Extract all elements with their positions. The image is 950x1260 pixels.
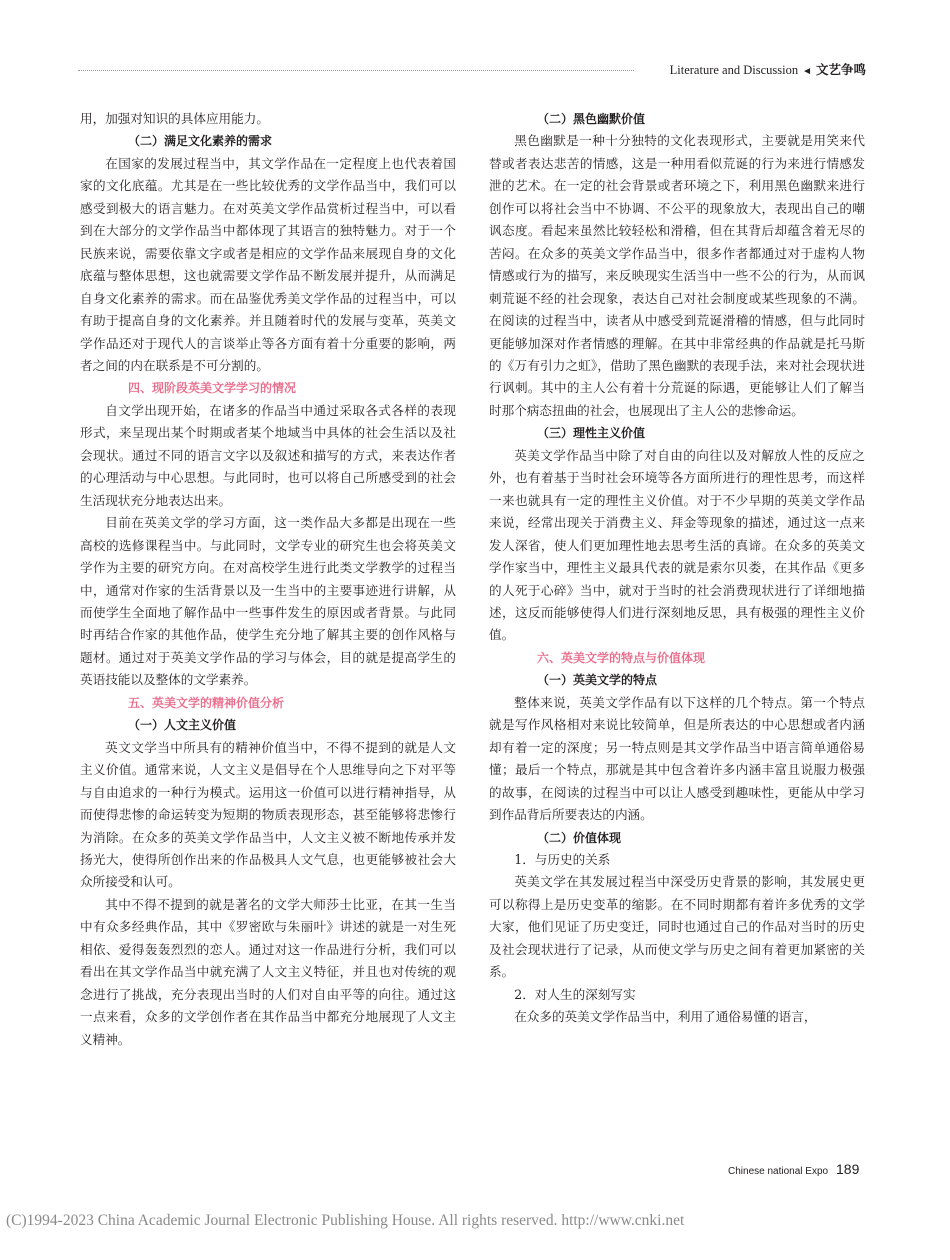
header-journal-title xyxy=(670,60,866,78)
body-paragraph: 英文文学当中所具有的精神价值当中，不得不提到的就是人文主义价值。通常来说，人文主义是倡导在个人思维导向之下对平等与自由追求的一种行为模式。运用这一价值可以进行精神指导，从而使得悲惨的命运转变为短期的物质表现形态，甚至能够将悲惨行为消除。在众多的英美文学作品当中，人文主义被不断地传承并发扬光大，使得所创作出来的作品极具人文气息，也更能够被社会大众所接受和认可。 xyxy=(80,739,456,890)
left-column xyxy=(80,108,456,1051)
copyright-notice: (C)1994-2023 China Academic Journal Electronic Publishing House. All rights reserved. http://www.cnki.net xyxy=(6,1212,685,1229)
body-paragraph: 用，加强对知识的具体应用能力。 xyxy=(80,111,269,126)
body-paragraph: 自文学出现开始，在诸多的作品当中通过采取各式各样的表现形式，来呈现出某个时期或者某个地域当中具体的社会生活以及社会现状。通过不同的语言文字以及叙述和描写的方式，来表达作者的心理活动与中心思想。与此同时，也可以将自己所感受到的社会生活现状充分地表达出来。 xyxy=(80,402,456,508)
header-journal-en: Literature and Discussion xyxy=(669,63,799,77)
right-column xyxy=(489,108,865,1029)
running-header xyxy=(78,58,866,80)
body-paragraph: 其中不得不提到的就是著名的文学大师莎士比亚，在其一生当中有众多经典作品，其中《罗密欧与朱丽叶》讲述的就是一对生死相依、爱得轰轰烈烈的恋人。通过对这一作品进行分析，我们可以看出在其文学作品当中就充满了人文主义特征，并且也对传统的观念进行了挑战，充分表现出当时的人们对自由平等的向往。通过这一点来看，众多的文学创作者在其作品当中都充分地展现了人文主义精神。 xyxy=(80,896,456,1047)
header-arrow-icon: ◄ xyxy=(802,66,812,77)
body-paragraph: 英美文学作品当中除了对自由的向往以及对解放人性的反应之外，也有着基于当时社会环境等各方面所进行的理性思考，而这样一来也就具有一定的理性主义价值。对于不少早期的英美文学作品来说，经常出现关于消费主义、拜金等现象的描述，通过这一点来发人深省，使人们更加理性地去思考生活的真谛。在众多的英美文学作家当中，理性主义最具代表的就是索尔贝娄，在其作品《更多的人死于心碎》当中，就对于当时的社会消费现状进行了详细地描述，这反而能够使得人们进行深刻地反思，具有极强的理性主义价值。 xyxy=(489,447,865,643)
body-paragraph: 在国家的发展过程当中，其文学作品在一定程度上也代表着国家的文化底蕴。尤其是在一些比较优秀的文学作品当中，我们可以感受到极大的语言魅力。在对英美文学作品赏析过程当中，可以看到在大部分的文学作品当中都体现了其语言的独特魅力。对于一个民族来说，需要依靠文字或者是相应的文学作品来展现自身的文化底蕴与整体思想，这也就需要文学作品不断发展并提升，从而满足自身文化素养的需求。而在品鉴优秀美文学作品的过程当中，可以有助于提高自身的文化素养。并且随着时代的发展与变革，英美文学作品还对于现代人的言谈举止等各方面有着十分重要的影响，两者之间的内在联系是不可分割的。 xyxy=(80,155,456,373)
subsection-heading: （三）理性主义价值 xyxy=(537,426,646,441)
header-journal-cn: 文艺争鸣 xyxy=(815,62,866,77)
subsection-heading: （一）人文主义价值 xyxy=(128,718,237,733)
section-heading: 六、英美文学的特点与价值体现 xyxy=(537,650,706,665)
body-paragraph: 英美文学在其发展过程当中深受历史背景的影响，其发展史更可以称得上是历史变革的缩影。在不同时期都有着许多优秀的文学大家，他们见证了历史变迁，同时也通过自己的作品对当时的历史及社会现状进行了记录，从而使文学与历史之间有着更加紧密的关系。 xyxy=(489,874,865,980)
header-dotted-rule xyxy=(78,70,634,71)
body-paragraph: 整体来说，英美文学作品有以下这样的几个特点。第一个特点就是写作风格相对来说比较简单，但是所表达的中心思想或者内涵却有着一定的深度；另一特点则是其文学作品当中语言简单通俗易懂；最后一个特点，那就是其中包含着许多内涵丰富且说服力极强的故事，在阅读的过程当中可以让人感受到趣味性，更能从中学习到作品背后所要表达的内涵。 xyxy=(489,694,865,823)
body-paragraph: 1．与历史的关系 xyxy=(514,851,611,867)
subsection-heading: （一）英美文学的特点 xyxy=(537,673,658,688)
body-paragraph: 黑色幽默是一种十分独特的文化表现形式，主要就是用笑来代替或者表达悲苦的情感，这是一种用看似荒诞的行为来进行情感发泄的艺术。在一定的社会背景或者环境之下，利用黑色幽默来进行创作可以将社会当中不协调、不公平的现象放大，表现出自己的嘲讽态度。看起来虽然比较轻松和滑稽，但在其背后却蕴含着无尽的苦闷。在众多的英美文学作品当中，很多作者都通过对于虚构人物情感或行为的描写，来反映现实生活当中一些不公的行为，从而讽刺荒诞不经的社会现象，表达自己对社会制度或某些现象的不满。在阅读的过程当中，读者从中感受到荒诞滑稽的情感，但与此同时更能够加深对作者情感的理解。在其中非常经典的作品就是托马斯的《万有引力之虹》，借助了黑色幽默的表现手法，来对社会现状进行讽刺。其中的主人公有着十分荒诞的际遇，更能够让人们了解当时那个病态扭曲的社会，也展现出了主人公的悲惨命运。 xyxy=(489,133,865,418)
page-number: 189 xyxy=(836,1161,860,1177)
body-paragraph: 在众多的英美文学作品当中，利用了通俗易懂的语言， xyxy=(514,1009,817,1025)
section-heading: 五、英美文学的精神价值分析 xyxy=(128,695,285,710)
body-paragraph: 目前在英美文学的学习方面，这一类作品大多都是出现在一些高校的选修课程当中。与此同时，文学专业的研究生也会将英美文学作为主要的研究方向。在对高校学生进行此类文学教学的过程当中，通常对作家的生活背景以及一生当中的主要事迹进行讲解，从而使学生全面地了解作品中一些事件发生的原因或者背景。与此同时再结合作家的其他作品，使学生充分地了解其主要的创作风格与题材。通过对于英美文学作品的学习与体会，目的就是提高学生的英语技能以及整体的文学素养。 xyxy=(80,515,456,688)
subsection-heading: （二）价值体现 xyxy=(537,830,622,845)
section-heading: 四、现阶段英美文学学习的情况 xyxy=(128,381,297,396)
subsection-heading: （二）满足文化素养的需求 xyxy=(128,134,273,149)
footer-journal-name: Chinese national Expo xyxy=(728,1166,829,1177)
body-paragraph: 2．对人生的深刻写实 xyxy=(514,986,636,1002)
subsection-heading: （二）黑色幽默价值 xyxy=(537,112,646,126)
